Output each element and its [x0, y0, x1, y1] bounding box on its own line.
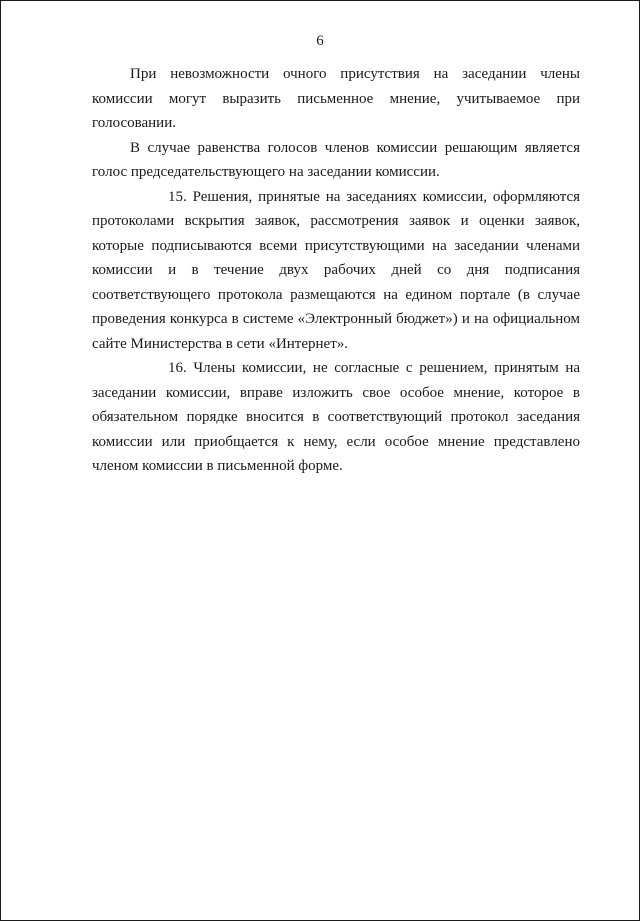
paragraph-tie-vote: В случае равенства голосов членов комиссии решающим является голос председательствующего на заседании комиссии.	[92, 139, 580, 180]
item-16-text: Члены комиссии, не согласные с решением, принятым на заседании комиссии, вправе изложить свое особое мнение, которое в обязательном порядке вносится в соответствующий протокол заседания комиссии или приобщается к нему, если особое мнение представлено членом комиссии в письменной форме.	[92, 360, 581, 474]
document-body	[92, 62, 580, 479]
paragraph-absentee-opinion: При невозможности очного присутствия на заседании члены комиссии могут выразить письменное мнение, учитываемое при голосовании.	[92, 66, 580, 131]
item-15-number: 15.	[168, 188, 187, 205]
item-16-number: 16.	[168, 360, 187, 376]
item-16	[92, 356, 580, 479]
item-15	[92, 185, 580, 357]
page-number: 6	[316, 33, 324, 49]
item-15-text: Решения, принятые на заседаниях комиссии, оформляются протоколами вскрытия заявок, рассмотрения заявок и оценки заявок, которые подписываются всеми присутствующими на заседании членами комиссии и в течение двух рабочих дней со дня подписания соответствующего протокола размещаются на едином портале (в случае проведения конкурса в системе «Электронный бюджет») и на официальном сайте Министерства в сети «Интернет».	[92, 188, 581, 352]
